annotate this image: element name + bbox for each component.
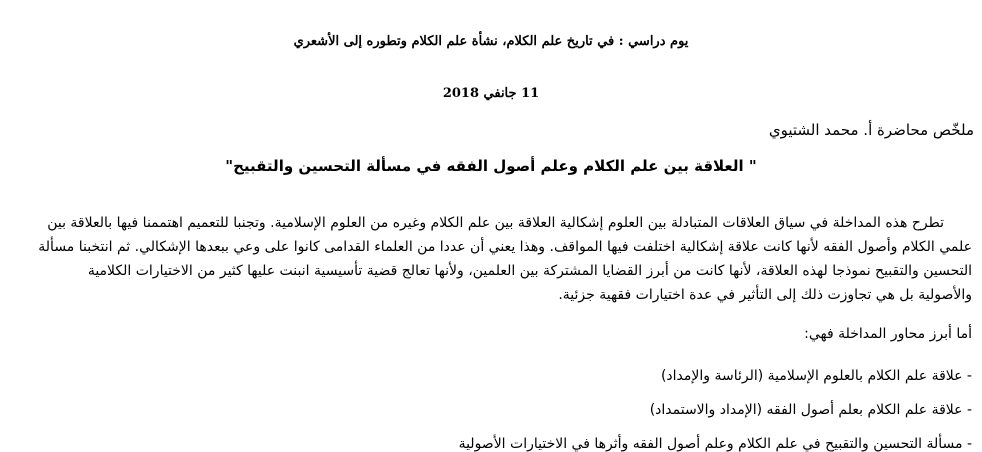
lecture-summary-label: ملخّص محاضرة أ. محمد الشتيوي (768, 121, 974, 139)
seminar-date: 11 جانفي 2018 (442, 86, 540, 101)
paragraph-line: علمي الكلام وأصول الفقه لأنها كانت علاقة إشكالية اختلفت فيها المواقف. وهذا يعني أن عددا من العلماء القدامى كانوا على وعي ببعدها الإشكالي. ثم انتخبنا مسألة (38, 239, 972, 255)
paragraph-line: التحسين والتقبيح نموذجا لهذه العلاقة، لأنها كانت من أبرز القضايا المشتركة بين العلمين، ولأنها تعالج قضية تأسيسية انبنت عليها كثير من الاختيارات الكلامية (87, 263, 972, 279)
paragraph-line: والأصولية بل هي تجاوزت ذلك إلى التأثير في عدة اختيارات فقهية جزئية. (558, 287, 972, 303)
intro-paragraph (4, 211, 972, 307)
bullet-item: - مسألة التحسين والتقبيح في علم الكلام وعلم أصول الفقه وأثرها في الاختيارات الأصولية (458, 436, 972, 452)
seminar-heading: يوم دراسي : في تاريخ علم الكلام، نشأة علم الكلام وتطوره إلى الأشعري (293, 34, 689, 49)
paragraph-line: تطرح هذه المداخلة في سياق العلاقات المتبادلة بين العلوم إشكالية العلاقة بين علم الكلام وغيره من العلوم الإسلامية. وتجنبا للتعميم اهتممنا فيها بالعلاقة بين (47, 215, 944, 231)
bullet-item: - علاقة علم الكلام بعلم أصول الفقه (الإمداد والاستمداد) (649, 402, 972, 418)
lecture-title: " العلاقة بين علم الكلام وعلم أصول الفقه في مسألة التحسين والتقبيح" (225, 157, 757, 175)
main-axes-heading: أما أبرز محاور المداخلة فهي: (804, 326, 972, 342)
bullet-item: - علاقة علم الكلام بالعلوم الإسلامية (الرئاسة والإمداد) (660, 368, 972, 384)
